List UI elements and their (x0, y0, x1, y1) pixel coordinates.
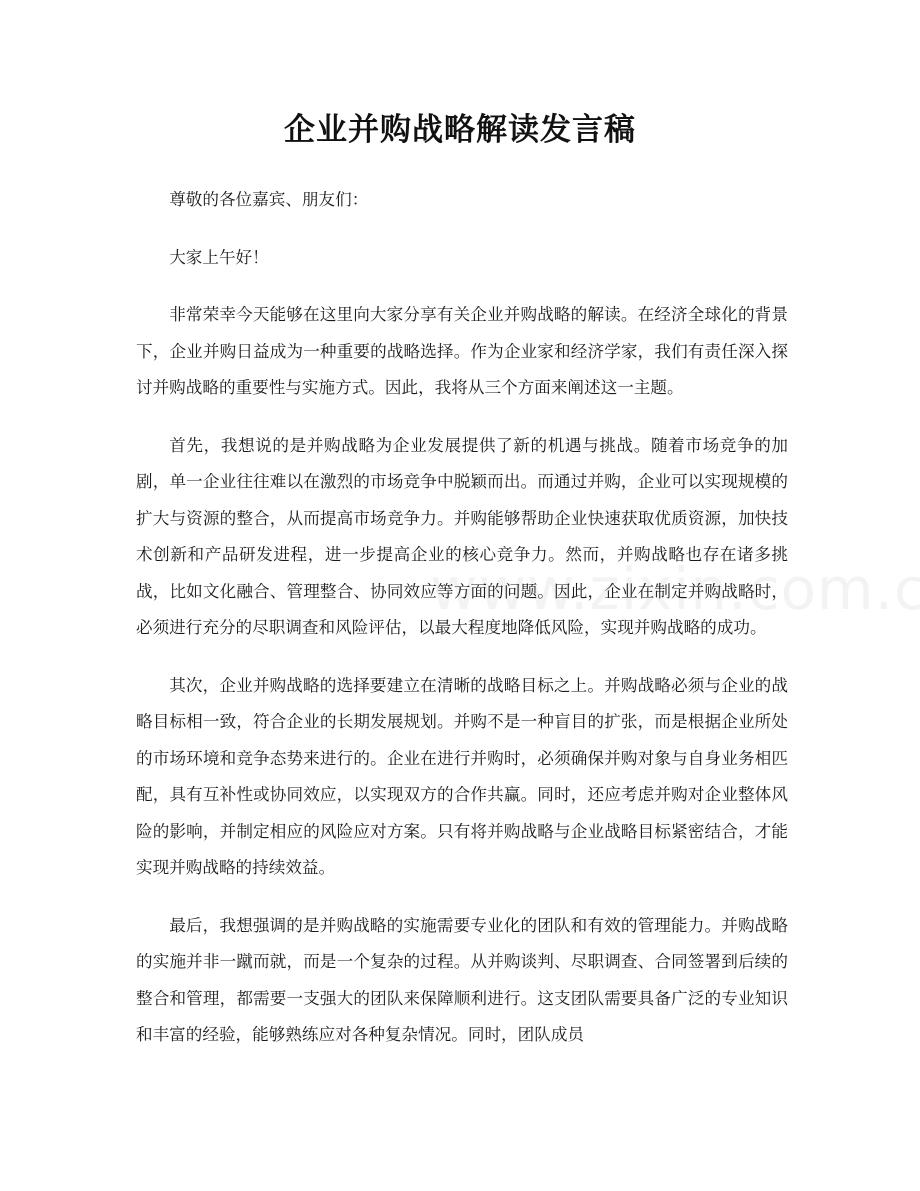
salutation: 尊敬的各位嘉宾、朋友们： (169, 190, 369, 209)
document-body (136, 182, 788, 1075)
greeting: 大家上午好！ (169, 247, 269, 267)
paragraph-final-point: 最后，我想强调的是并购战略的实施需要专业化的团队和有效的管理能力。并购战略的实施并非一蹴而就，而是一个复杂的过程。从并购谈判、尽职调查、合同签署到后续的整合和管理，都需要一支强大的团队来保障顺利进行。这支团队需要具备广泛的专业知识和丰富的经验，能够熟练应对各种复杂情况。同时，团队成员 (136, 915, 788, 1044)
paragraph-intro: 非常荣幸今天能够在这里向大家分享有关企业并购战略的解读。在经济全球化的背景下，企业并购日益成为一种重要的战略选择。作为企业家和经济学家，我们有责任深入探讨并购战略的重要性与实施方式。因此，我将从三个方面来阐述这一主题。 (136, 305, 788, 397)
paragraph-second-point: 其次，企业并购战略的选择要建立在清晰的战略目标之上。并购战略必须与企业的战略目标相一致，符合企业的长期发展规划。并购不是一种盲目的扩张，而是根据企业所处的市场环境和竞争态势来进行的。企业在进行并购时，必须确保并购对象与自身业务相匹配，具有互补性或协同效应，以实现双方的合作共赢。同时，还应考虑并购对企业整体风险的影响，并制定相应的风险应对方案。只有将并购战略与企业战略目标紧密结合，才能实现并购战略的持续效益。 (136, 675, 788, 877)
paragraph-first-point: 首先，我想说的是并购战略为企业发展提供了新的机遇与挑战。随着市场竞争的加剧，单一企业往往难以在激烈的市场竞争中脱颖而出。而通过并购，企业可以实现规模的扩大与资源的整合，从而提高市场竞争力。并购能够帮助企业快速获取优质资源，加快技术创新和产品研发进程，进一步提高企业的核心竞争力。然而，并购战略也存在诸多挑战，比如文化融合、管理整合、协同效应等方面的问题。因此，企业在制定并购战略时，必须进行充分的尽职调查和风险评估，以最大程度地降低风险，实现并购战略的成功。 (136, 435, 788, 637)
document-title: 企业并购战略解读发言稿 (284, 112, 636, 148)
